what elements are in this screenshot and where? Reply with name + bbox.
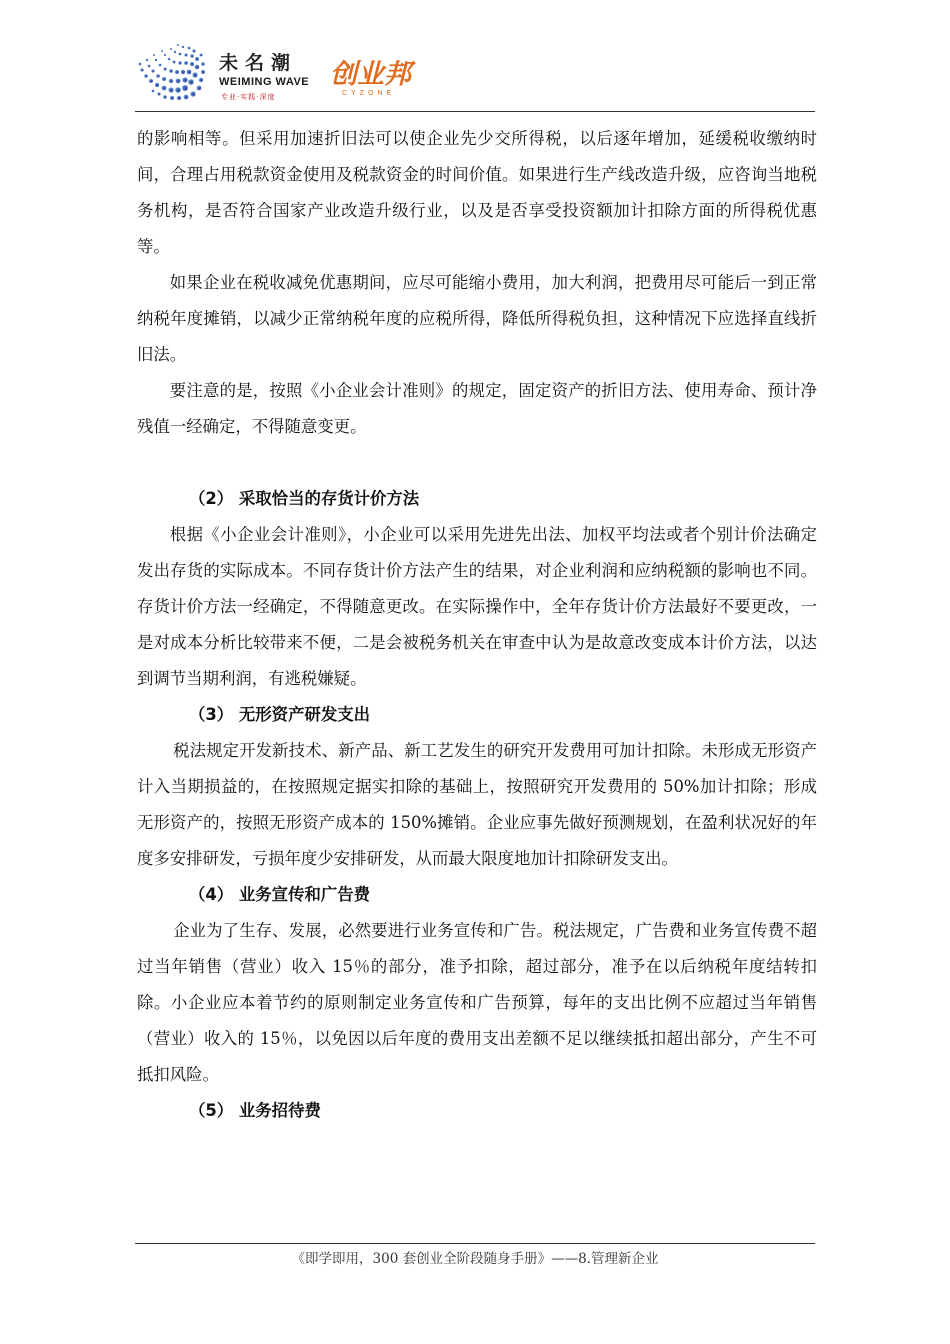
paragraph: 要注意的是，按照《小企业会计准则》的规定，固定资产的折旧方法、使用寿命、预计净残值一经确定，不得随意变更。 <box>137 381 817 436</box>
paragraph: 企业为了生存、发展，必然要进行业务宣传和广告。税法规定，广告费和业务宣传费不超过当年销售（营业）收入 15％的部分，准予扣除，超过部分，准予在以后纳税年度结转扣除。小企业应本着节约的原则制定业务宣传和广告预算，每年的支出比例不应超过当年销售（营业）收入的 15％，以免因以后年度的费用支出差额不足以继续抵扣超出部分，产生不可抵扣风险。 <box>137 921 817 1084</box>
paragraph: 如果企业在税收减免优惠期间，应尽可能缩小费用，加大利润，把费用尽可能后一到正常纳税年度摊销，以减少正常纳税年度的应税所得，降低所得税负担，这种情况下应选择直线折旧法。 <box>137 273 817 364</box>
section-heading: （5） 业务招待费 <box>189 1101 321 1120</box>
paragraph: 根据《小企业会计准则》，小企业可以采用先进先出法、加权平均法或者个别计价法确定发出存货的实际成本。不同存货计价方法产生的结果，对企业利润和应纳税额的影响也不同。存货计价方法一经确定，不得随意更改。在实际操作中，全年存货计价方法最好不要更改，一是对成本分析比较带来不便，二是会被税务机关在审查中认为是故意改变成本计价方法，以达到调节当期利润，有逃税嫌疑。 <box>137 525 817 688</box>
partner-logo-english: CYZONE <box>342 90 396 97</box>
footer-divider <box>135 1243 815 1244</box>
section-heading: （3） 无形资产研发支出 <box>189 705 371 724</box>
brand-name-chinese: 未名潮 <box>219 52 298 74</box>
partner-logo-chinese: 创业邦 <box>330 59 411 90</box>
paragraph: 的影响相等。但采用加速折旧法可以使企业先少交所得税，以后逐年增加，延缓税收缴纳时间，合理占用税款资金使用及税款资金的时间价值。如果进行生产线改造升级，应咨询当地税务机构，是否符合国家产业改造升级行业，以及是否享受投资额加计扣除方面的所得税优惠等。 <box>137 129 817 256</box>
section-heading: （4） 业务宣传和广告费 <box>189 885 371 904</box>
document-body <box>137 121 817 1129</box>
brand-tagline: 专业·实践·深度 <box>221 93 276 101</box>
header-divider <box>135 111 815 112</box>
brand-name-english: WEIMING WAVE <box>219 76 310 88</box>
page-footer: 《即学即用，300 套创业全阶段随身手册》——8.管理新企业 <box>291 1251 659 1267</box>
section-heading: （2） 采取恰当的存货计价方法 <box>189 489 420 508</box>
page-header <box>135 38 815 108</box>
spacer <box>137 445 817 481</box>
paragraph: 税法规定开发新技术、新产品、新工艺发生的研究开发费用可加计扣除。未形成无形资产计入当期损益的，在按照规定据实扣除的基础上，按照研究开发费用的 50%加计扣除；形成无形资产的，按照无形资产成本的 150%摊销。企业应事先做好预测规划，在盈利状况好的年度多安排研发，亏损年度少安排研发，从而最大限度地加计扣除研发支出。 <box>137 741 817 868</box>
weiming-wave-globe-logo <box>135 40 213 106</box>
